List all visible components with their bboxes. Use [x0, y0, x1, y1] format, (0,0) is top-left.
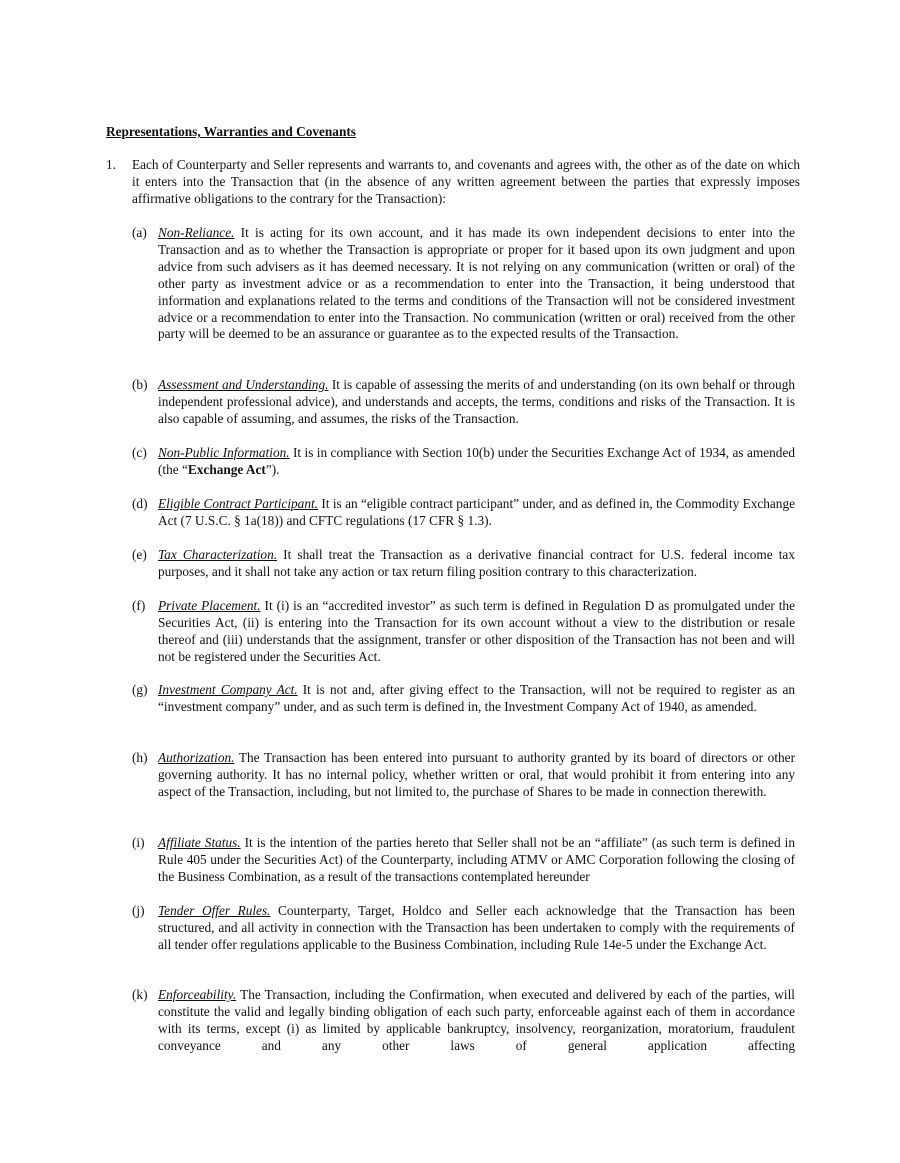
clause-label: (e) [132, 547, 147, 562]
clause-text: It (i) is an “accredited investor” as such term is defined in Regulation D as promulgated under the Securities Act, (ii) is entering into the Transaction for its own account without a view to the distribution or resale thereof and (iii) understands that the assignment, transfer or other disposition of the Transaction has not been and will not be registered under the Securities Act. [158, 598, 795, 664]
clause-caption: Eligible Contract Participant. [158, 496, 318, 511]
clause-caption: Private Placement. [158, 598, 261, 613]
clause-text: It is capable of assessing the merits of and understanding (on its own behalf or through independent professional advice), and understands and accepts, the terms, conditions and risks of the Transaction. It is also capable of assuming, and assumes, the risks of the Transaction. [158, 377, 795, 426]
section-heading: Representations, Warranties and Covenants [106, 124, 356, 139]
clause-tender-offer-rules [132, 903, 795, 954]
clause-non-reliance [132, 225, 795, 343]
clause-eligible-contract-participant [132, 496, 795, 530]
clause-label: (g) [132, 682, 148, 697]
clause-caption: Tender Offer Rules. [158, 903, 271, 918]
clause-non-public-information [132, 445, 795, 479]
clause-enforceability [132, 987, 795, 1055]
clause-text: Counterparty, Target, Holdco and Seller each acknowledge that the Transaction has been structured, and all activity in connection with the Transaction has been undertaken to comply with the requirements of all tender offer regulations applicable to the Business Combination, including Rule 14e-5 under the Exchange Act. [158, 903, 796, 952]
clause-label: (k) [132, 987, 148, 1002]
clause-caption: Non-Public Information. [158, 445, 290, 460]
clause-label: (c) [132, 445, 147, 460]
clause-affiliate-status [132, 835, 795, 886]
clause-label: (i) [132, 835, 145, 850]
clause-label: (a) [132, 225, 147, 240]
clause-label: (h) [132, 750, 148, 765]
clause-caption: Assessment and Understanding. [158, 377, 329, 392]
paragraph-text: Each of Counterparty and Seller represents and warrants to, and covenants and agrees with, the other as of the date on which it enters into the Transaction that (in the absence of any written agreement between the parties that expressly imposes affirmative obligations to the contrary for the Transaction): [132, 157, 800, 206]
clause-tax-characterization [132, 547, 795, 581]
clause-text: It is in compliance with Section 10(b) under the Securities Exchange Act of 1934, as amended (the “ [158, 445, 795, 477]
clause-text-after: ”). [265, 461, 280, 477]
clause-text: The Transaction has been entered into pursuant to authority granted by its board of directors or other governing authority. It has no internal policy, whether written or oral, that would prohibit it from entering into any aspect of the Transaction, including, but not limited to, the purchase of Shares to be made in connection therewith. [158, 750, 795, 799]
clause-caption: Authorization. [158, 750, 235, 765]
clause-text: It is not and, after giving effect to the Transaction, will not be required to register as an “investment company” under, and as such term is defined in, the Investment Company Act of 1940, as amended. [158, 682, 795, 714]
clause-label: (f) [132, 598, 146, 613]
clause-authorization [132, 750, 795, 801]
clause-investment-company-act [132, 682, 795, 716]
clause-text: It is the intention of the parties hereto that Seller shall not be an “affiliate” (as such term is defined in Rule 405 under the Securities Act) of the Counterparty, including ATMV or AMC Corporation following the closing of the Business Combination, as a result of the transactions contemplated hereunder [158, 835, 795, 884]
clause-text: The Transaction, including the Confirmation, when executed and delivered by each of the parties, will constitute the valid and legally binding obligation of each such party, enforceable against each of them in accordance with its terms, except (i) as limited by applicable bankruptcy, insolvency, reorganization, moratorium, fraudulent conveyance and any other laws of general application affecting [158, 987, 795, 1053]
defined-term: Exchange Act [187, 461, 266, 477]
clause-caption: Enforceability. [158, 987, 237, 1002]
clause-text: It is acting for its own account, and it has made its own independent decisions to enter into the Transaction and as to whether the Transaction is appropriate or proper for it based upon its own judgment and upon advice from such advisers as it has deemed necessary. It is not relying on any communication (written or oral) of the other party as investment advice or as a recommendation to enter into the Transaction, it being understood that information and explanations related to the terms and conditions of the Transaction will not be considered investment advice or a recommendation to enter into the Transaction. No communication (written or oral) received from the other party will be deemed to be an assurance or guarantee as to the expected results of the Transaction. [158, 225, 795, 342]
clause-caption: Tax Characterization. [158, 547, 278, 562]
clause-label: (j) [132, 903, 145, 918]
clause-label: (b) [132, 377, 148, 392]
clause-text: It is an “eligible contract participant” under, and as defined in, the Commodity Exchange Act (7 U.S.C. § 1a(18)) and CFTC regulations (17 CFR § 1.3). [158, 496, 795, 528]
clause-text: It shall treat the Transaction as a derivative financial contract for U.S. federal income tax purposes, and it shall not take any action or tax return filing position contrary to this characterization. [158, 547, 795, 579]
clause-assessment-and-understanding [132, 377, 795, 428]
clause-caption: Affiliate Status. [158, 835, 241, 850]
clause-label: (d) [132, 496, 148, 511]
clause-caption: Non-Reliance. [158, 225, 235, 240]
paragraph-number: 1. [106, 157, 116, 172]
clause-private-placement [132, 598, 795, 666]
clause-caption: Investment Company Act. [158, 682, 298, 697]
